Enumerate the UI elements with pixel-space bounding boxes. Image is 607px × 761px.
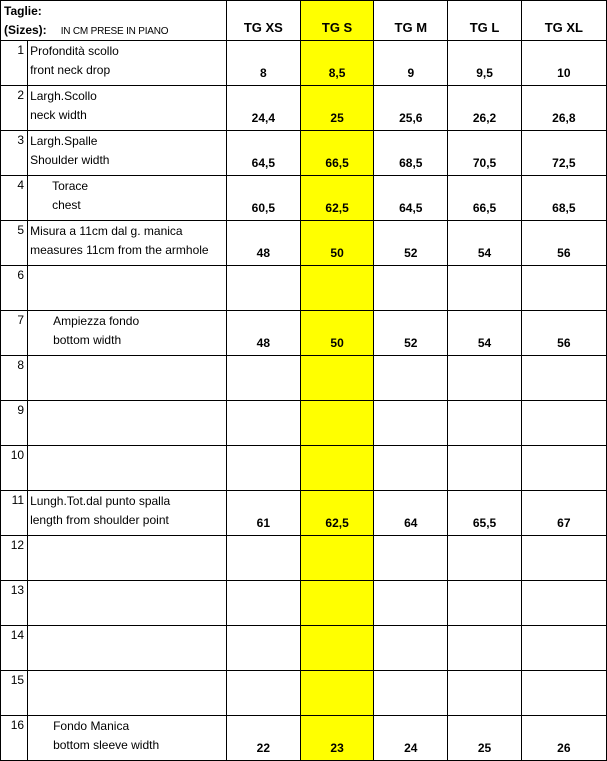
value-cell: 50 [300,221,373,266]
value-cell [374,356,448,401]
value-cell [521,581,606,626]
table-row [1,491,607,536]
measure-label-it: Fondo Manica [53,719,130,733]
value-cell: 9 [374,41,448,86]
value-cell [448,581,521,626]
row-number: 12 [1,536,28,581]
table-row [1,446,607,491]
measure-description [28,221,227,266]
value-cell [521,401,606,446]
unit-note: IN CM PRESE IN PIANO [60,26,169,37]
measure-label-en [30,420,226,439]
table-row [1,266,607,311]
measure-label-en [30,600,226,619]
table-row [1,671,607,716]
size-header-xs: TG XS [226,1,300,41]
value-cell [226,266,300,311]
measure-label-it: Lungh.Tot.dal punto spalla [30,494,171,508]
measure-label-it: Misura a 11cm dal g. manica [30,224,183,238]
value-cell [521,446,606,491]
measure-description [28,491,227,536]
value-cell [374,581,448,626]
measure-label-en [30,465,226,484]
measure-label-en: length from shoulder point [30,513,169,527]
value-cell: 61 [226,491,300,536]
value-cell [226,401,300,446]
value-cell: 10 [521,41,606,86]
measure-description [28,176,227,221]
value-cell: 26,8 [521,86,606,131]
measure-label-en: measures 11cm from the armhole [30,243,209,257]
value-cell: 25 [300,86,373,131]
value-cell: 48 [226,311,300,356]
value-cell [374,446,448,491]
size-header-s: TG S [300,1,373,41]
value-cell [521,671,606,716]
value-cell: 64 [374,491,448,536]
value-cell: 24 [374,716,448,761]
value-cell: 48 [226,221,300,266]
table-row [1,221,607,266]
measure-description [28,671,227,716]
value-cell [448,446,521,491]
value-cell [448,626,521,671]
value-cell: 60,5 [226,176,300,221]
measure-description [28,41,227,86]
value-cell: 56 [521,311,606,356]
value-cell: 62,5 [300,491,373,536]
measure-label-it [30,356,226,375]
measure-label-it [30,446,226,465]
value-cell [448,536,521,581]
value-cell [374,626,448,671]
value-cell [521,626,606,671]
row-number: 3 [1,131,28,176]
measure-description [28,356,227,401]
value-cell [448,401,521,446]
measure-label-it [30,536,226,555]
measure-description [28,446,227,491]
value-cell [521,266,606,311]
value-cell [226,671,300,716]
value-cell: 26,2 [448,86,521,131]
row-number: 8 [1,356,28,401]
value-cell: 56 [521,221,606,266]
table-row [1,581,607,626]
table-row [1,401,607,446]
size-header-m: TG M [374,1,448,41]
value-cell: 52 [374,311,448,356]
measure-label-en: Shoulder width [30,153,110,167]
value-cell [300,581,373,626]
measure-description [28,626,227,671]
row-number: 9 [1,401,28,446]
value-cell [226,626,300,671]
measure-label-it [30,266,226,285]
measure-label-en: bottom sleeve width [53,738,160,752]
value-cell [300,266,373,311]
value-cell [300,536,373,581]
table-row [1,356,607,401]
value-cell [300,401,373,446]
value-cell: 72,5 [521,131,606,176]
row-number: 11 [1,491,28,536]
table-row [1,716,607,761]
row-number: 6 [1,266,28,311]
value-cell [300,671,373,716]
value-cell [300,446,373,491]
measure-description [28,86,227,131]
value-cell [374,266,448,311]
size-header-xl: TG XL [521,1,606,41]
value-cell: 23 [300,716,373,761]
value-cell [226,356,300,401]
value-cell: 66,5 [448,176,521,221]
value-cell [448,266,521,311]
value-cell: 22 [226,716,300,761]
row-number: 15 [1,671,28,716]
table-row [1,311,607,356]
value-cell: 62,5 [300,176,373,221]
measure-label-it [30,671,226,690]
measure-description [28,536,227,581]
header-row-1 [1,1,607,21]
table-row [1,131,607,176]
table-row [1,176,607,221]
value-cell: 68,5 [374,131,448,176]
measure-label-it: Torace [52,179,89,193]
value-cell: 26 [521,716,606,761]
value-cell [374,536,448,581]
measure-label-it: Largh.Scollo [30,89,97,103]
measure-description [28,716,227,761]
measure-label-en [30,645,226,664]
measure-label-en: front neck drop [30,63,111,77]
value-cell: 67 [521,491,606,536]
value-cell: 9,5 [448,41,521,86]
measure-description [28,311,227,356]
row-number: 7 [1,311,28,356]
value-cell: 25 [448,716,521,761]
table-row [1,626,607,671]
value-cell: 8 [226,41,300,86]
size-header-l: TG L [448,1,521,41]
value-cell: 54 [448,221,521,266]
value-cell: 8,5 [300,41,373,86]
table-row [1,86,607,131]
row-number: 16 [1,716,28,761]
title-cell [1,1,227,21]
table-row [1,536,607,581]
value-cell: 68,5 [521,176,606,221]
value-cell: 52 [374,221,448,266]
measure-description [28,131,227,176]
measure-label-en [30,375,226,394]
value-cell: 25,6 [374,86,448,131]
value-cell: 66,5 [300,131,373,176]
value-cell [300,356,373,401]
measure-label-en: neck width [30,108,87,122]
measure-label-en [30,690,226,709]
row-number: 10 [1,446,28,491]
sizes-label-cell [1,20,227,41]
row-number: 13 [1,581,28,626]
value-cell: 64,5 [226,131,300,176]
measure-label-it [30,401,226,420]
measure-label-en: chest [52,198,81,212]
value-cell: 24,4 [226,86,300,131]
row-number: 5 [1,221,28,266]
row-number: 14 [1,626,28,671]
value-cell [521,536,606,581]
measure-description [28,401,227,446]
measure-label-it [30,626,226,645]
measure-label-it: Profondità scollo [30,44,119,58]
value-cell [300,626,373,671]
value-cell [226,581,300,626]
measure-label-en [30,285,226,304]
sizes-label: (Sizes): [4,23,47,37]
value-cell [226,446,300,491]
value-cell: 65,5 [448,491,521,536]
value-cell [521,356,606,401]
value-cell: 54 [448,311,521,356]
measure-label-en: bottom width [53,333,122,347]
value-cell [448,356,521,401]
value-cell: 70,5 [448,131,521,176]
row-number: 4 [1,176,28,221]
table-title: Taglie: [4,3,42,18]
value-cell [448,671,521,716]
value-cell: 50 [300,311,373,356]
measure-label-en [30,555,226,574]
row-number: 1 [1,41,28,86]
value-cell [374,671,448,716]
value-cell: 64,5 [374,176,448,221]
table-row [1,41,607,86]
measure-label-it: Ampiezza fondo [53,314,140,328]
measure-description [28,266,227,311]
row-number: 2 [1,86,28,131]
value-cell [226,536,300,581]
measure-label-it [30,581,226,600]
measure-description [28,581,227,626]
measure-label-it: Largh.Spalle [30,134,98,148]
value-cell [374,401,448,446]
